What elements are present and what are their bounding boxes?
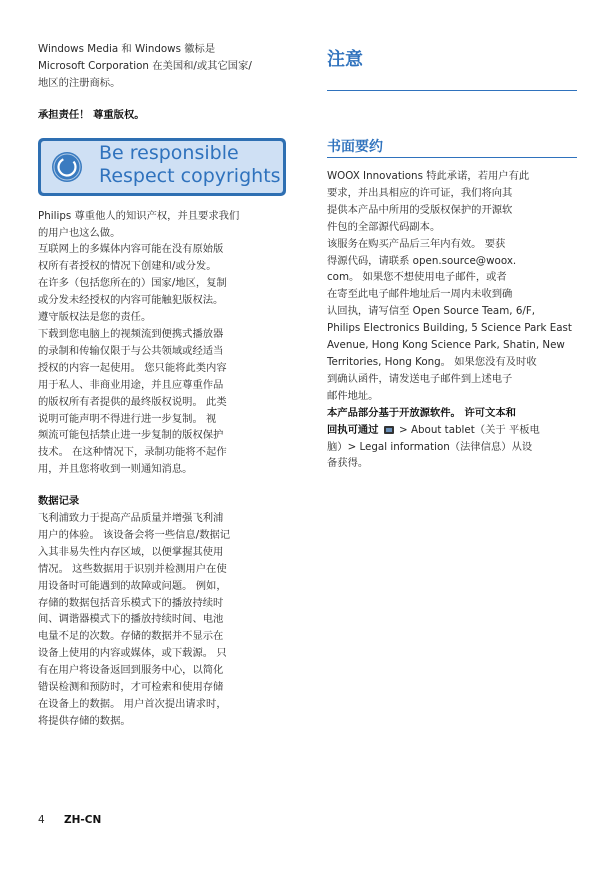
text-line: 件包的全部源代码副本。 (327, 220, 441, 233)
text-line: 地区的注册商标。 (38, 76, 121, 89)
written-offer-heading: 书面要约 (327, 139, 383, 155)
text-line: 间、调谐器模式下的播放持续时间、电池 (38, 613, 224, 626)
text-line: 认回执，请写信至 Open Source Team, 6/F, (327, 305, 536, 318)
page-footer (38, 813, 101, 827)
data-logging-paragraph (38, 510, 288, 730)
text-line: 有在用户将设备返回到服务中心，以简化 (38, 664, 224, 677)
banner-text (99, 142, 281, 188)
language-code: ZH-CN (64, 814, 102, 826)
text-line: WOOX Innovations 特此承诺，若用户有此 (327, 170, 530, 182)
text-line: 要求，并出具相应的许可证，我们将向其 (327, 186, 513, 199)
tablet-icon (384, 426, 394, 434)
text-line: 情况。 这些数据用于识别并检测用户在使 (38, 562, 227, 575)
text-line: 飞利浦致力于提高产品质量并增强飞利浦 (38, 512, 224, 525)
text-line: Territories, Hong Kong。 如果您没有及时收 (327, 355, 537, 368)
text-line: 互联网上的多媒体内容可能在没有原始版 (38, 243, 224, 256)
text-line: 在寄至此电子邮件地址后一周内未收到确 (327, 288, 513, 301)
text-line: 的用户也这么做。 (38, 226, 121, 239)
text-line: 的版权所有者提供的最终版权说明。 此类 (38, 395, 227, 408)
text-line: 在许多（包括您所在的）国家/地区，复制 (38, 277, 227, 290)
text-line: 用，并且您将收到一则通知消息。 (38, 463, 193, 476)
banner-line-2: Respect copyrights (99, 164, 281, 187)
text-line: 说明可能声明不得进行进一步复制。 视 (38, 412, 217, 425)
text-line: 到确认函件，请发送电子邮件到上述电子 (327, 372, 513, 385)
text-line: 入其非易失性内存区域，以便掌握其使用 (38, 545, 224, 558)
note-divider (327, 90, 577, 91)
license-path-text: > About tablet（关于 平板电 (399, 423, 540, 436)
text-line: 下载到您电脑上的视频流到便携式播放器 (38, 327, 224, 340)
text-line: 遵守版权法是您的责任。 (38, 311, 152, 324)
text-line: com。 如果您不想使用电子邮件，或者 (327, 271, 507, 284)
text-line: Avenue, Hong Kong Science Park, Shatin, New (327, 339, 565, 352)
text-line: Microsoft Corporation 在美国和/或其它国家/ (38, 59, 252, 72)
text-line (327, 422, 577, 439)
trademark-notice (38, 41, 288, 92)
text-line: Windows Media 和 Windows 徽标是 (38, 43, 216, 55)
text-line: 技术。 在这种情况下，录制功能将不起作 (38, 446, 227, 459)
slogan-heading: 承担责任！ 尊重版权。 (38, 108, 145, 121)
text-line: 用设备时可能遇到的故障或问题。 例如， (38, 579, 227, 592)
text-line: 脑）> Legal information（法律信息）从设 (327, 440, 533, 453)
text-line: 得源代码，请联系 open.source@woox. (327, 254, 517, 267)
text-line: 提供本产品中所用的受版权保护的开源软 (327, 203, 513, 216)
text-line: 备获得。 (327, 457, 369, 470)
circle-arrow-icon (52, 152, 82, 182)
text-line: 用于私人、非商业用途，并且应尊重作品 (38, 378, 224, 391)
text-line: 用户的体验。 该设备会将一些信息/数据记 (38, 528, 231, 541)
note-heading: 注意 (327, 49, 363, 70)
text-line: 或分发未经授权的内容可能触犯版权法。 (38, 294, 224, 307)
data-logging-heading: 数据记录 (38, 495, 80, 508)
license-paragraph (327, 405, 577, 473)
right-column (327, 41, 577, 472)
text-line: 在设备上的数据。 用户首次提出请求时， (38, 698, 227, 710)
left-column (38, 41, 288, 730)
banner-line-1: Be responsible (99, 141, 239, 164)
text-line: 错误检测和预防时，才可检索和使用存储 (38, 681, 224, 694)
text-line: 权所有者授权的情况下创建和/或分发。 (38, 260, 217, 273)
copyright-banner (38, 138, 286, 196)
text-line: 频流可能包括禁止进一步复制的版权保护 (38, 429, 224, 442)
text-line: 电量不足的次数。存储的数据并不显示在 (38, 630, 224, 643)
page-number: 4 (38, 814, 45, 826)
text-line: Philips Electronics Building, 5 Science Park East (327, 322, 572, 335)
text-line: 邮件地址。 (327, 389, 379, 402)
text-line: 将提供存储的数据。 (38, 714, 131, 727)
text-line: 存储的数据包括音乐模式下的播放持续时 (38, 596, 224, 609)
text-line: 授权的内容一起使用。 您只能将此类内容 (38, 361, 227, 374)
license-bold-text: 回执可通过 (327, 423, 379, 436)
copyright-paragraph (38, 208, 288, 479)
text-line: 该服务在购买产品后三年内有效。 要获 (327, 237, 506, 250)
text-line: 的录制和传输仅限于与公共领域或经适当 (38, 344, 224, 357)
text-line: 设备上使用的内容或媒体，或下载源。 只 (38, 647, 227, 660)
text-line: 本产品部分基于开放源软件。 许可文本和 (327, 406, 516, 419)
written-offer-paragraph (327, 168, 577, 405)
text-line: Philips 尊重他人的知识产权，并且要求我们 (38, 209, 240, 222)
